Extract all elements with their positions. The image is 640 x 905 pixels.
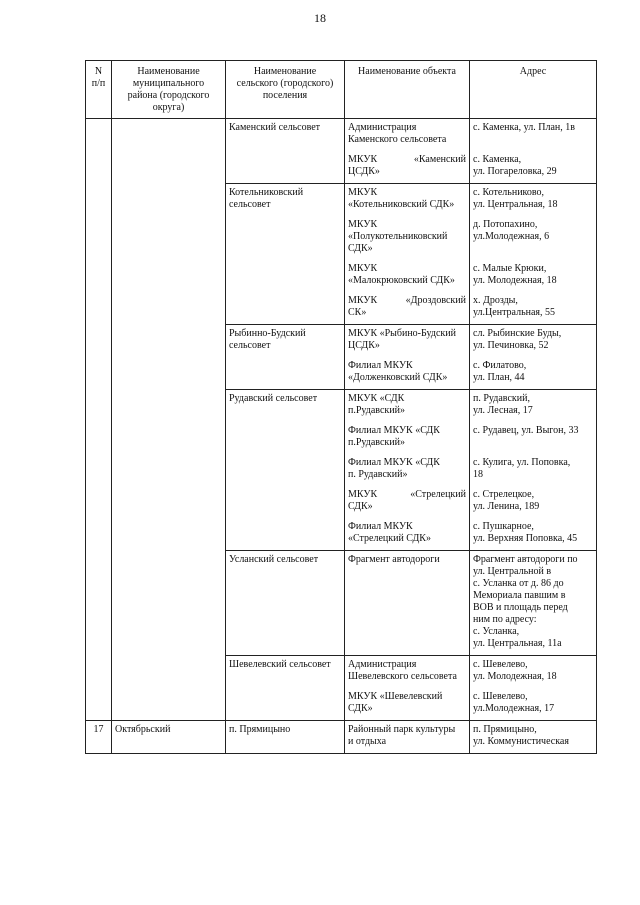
address-entry: п. Рудавский, ул. Лесная, 17 <box>473 393 533 416</box>
table-row <box>86 119 597 184</box>
cell-address <box>470 184 597 325</box>
object-entry-line <box>348 154 466 166</box>
object-entry: Фрагмент автодороги <box>348 554 440 565</box>
object-entry-line <box>348 489 466 501</box>
address-entry: с. Пушкарное, ул. Верхняя Поповка, 45 <box>473 521 578 544</box>
objects-table <box>85 60 597 754</box>
address-entry: с. Каменка, ул. Погареловка, 29 <box>473 154 557 177</box>
object-entry: Филиал МКУК «СДК п.Рудавский» <box>348 425 440 448</box>
header-object: Наименование объекта <box>345 61 470 119</box>
header-address: Адрес <box>470 61 597 119</box>
object-entry-part: «Стрелецкий <box>410 489 466 500</box>
cell-settlement: Котельниковский сельсовет <box>226 184 345 325</box>
address-entry: с. Рудавец, ул. Выгон, 33 <box>473 425 579 436</box>
object-entry: МКУК «Котельниковский СДК» <box>348 187 455 210</box>
address-entry: с. Шевелево, ул. Молодежная, 18 <box>473 659 557 682</box>
cell-address <box>470 656 597 721</box>
header-num: N п/п <box>86 61 112 119</box>
object-entry <box>348 154 466 180</box>
object-entry: Районный парк культуры и отдыха <box>348 724 456 747</box>
cell-settlement: Шевелевский сельсовет <box>226 656 345 721</box>
object-entry: Администрация Шевелевского сельсовета <box>348 659 457 682</box>
table-row <box>86 721 597 754</box>
cell-address <box>470 390 597 551</box>
address-entry: сл. Рыбинские Буды, ул. Печиновка, 52 <box>473 328 562 351</box>
object-entry: МКУК «Малокрюковский СДК» <box>348 263 455 286</box>
object-entry-line <box>348 295 466 307</box>
cell-num: 17 <box>86 721 112 754</box>
cell-object <box>345 184 470 325</box>
object-entry <box>348 489 466 521</box>
object-entry-part: МКУК <box>348 154 378 165</box>
object-entry-part: СК» <box>348 307 367 318</box>
object-entry: МКУК «СДК п.Рудавский» <box>348 393 405 416</box>
cell-object <box>345 551 470 656</box>
object-entry: МКУК «Шевелевский СДК» <box>348 691 443 714</box>
address-entry: с. Шевелево, ул.Молодежная, 17 <box>473 691 555 714</box>
cell-address <box>470 551 597 656</box>
header-settlement: Наименование сельского (городского) поселения <box>226 61 345 119</box>
object-entry-part: МКУК <box>348 295 378 306</box>
object-entry: МКУК «Полукотельниковский СДК» <box>348 219 448 254</box>
address-entry: х. Дрозды, ул.Центральная, 55 <box>473 295 556 318</box>
address-entry: с. Каменка, ул. План, 1в <box>473 122 575 133</box>
object-entry-part: МКУК <box>348 489 378 500</box>
cell-district: Октябрьский <box>112 721 226 754</box>
cell-settlement: Усланский сельсовет <box>226 551 345 656</box>
cell-num <box>86 119 112 721</box>
cell-object <box>345 119 470 184</box>
header-district: Наименование муниципального района (городского округа) <box>112 61 226 119</box>
cell-object <box>345 325 470 390</box>
address-entry: с. Стрелецкое, ул. Ленина, 189 <box>473 489 540 512</box>
object-entry: МКУК «Рыбино-Будский ЦСДК» <box>348 328 456 351</box>
address-entry: с. Кулига, ул. Поповка, 18 <box>473 457 571 480</box>
object-entry-part: «Дроздовский <box>405 295 466 306</box>
address-entry: п. Прямицыно, ул. Коммунистическая <box>473 724 569 747</box>
object-entry-part: ЦСДК» <box>348 166 380 177</box>
cell-address <box>470 325 597 390</box>
cell-object <box>345 390 470 551</box>
cell-settlement: Рудавский сельсовет <box>226 390 345 551</box>
page-number: 18 <box>314 11 326 25</box>
cell-settlement: Каменский сельсовет <box>226 119 345 184</box>
object-entry-part: «Каменский <box>413 154 466 165</box>
address-entry: д. Потопахино, ул.Молодежная, 6 <box>473 219 550 242</box>
cell-district <box>112 119 226 721</box>
object-entry: Администрация Каменского сельсовета <box>348 122 447 145</box>
cell-address <box>470 721 597 754</box>
object-entry: Филиал МКУК «Стрелецкий СДК» <box>348 521 431 544</box>
table-body <box>86 119 597 754</box>
cell-object <box>345 656 470 721</box>
object-entry: Филиал МКУК «СДК п. Рудавский» <box>348 457 440 480</box>
cell-address <box>470 119 597 184</box>
cell-settlement: Рыбинно-Будский сельсовет <box>226 325 345 390</box>
cell-object <box>345 721 470 754</box>
cell-settlement: п. Прямицыно <box>226 721 345 754</box>
address-entry: с. Малые Крюки, ул. Молодежная, 18 <box>473 263 557 286</box>
table-header-row <box>86 61 597 119</box>
address-entry: Фрагмент автодороги по ул. Центральной в с. Усланка от д. 86 до Мемориала павшим в ВОВ и площадь перед ним по адресу: с. Усланка, ул. Центральная, 11а <box>473 554 578 649</box>
address-entry: с. Филатово, ул. План, 44 <box>473 360 527 383</box>
address-entry: с. Котельниково, ул. Центральная, 18 <box>473 187 558 210</box>
object-entry: Филиал МКУК «Долженковский СДК» <box>348 360 448 383</box>
object-entry-part: СДК» <box>348 501 373 512</box>
object-entry <box>348 295 466 321</box>
